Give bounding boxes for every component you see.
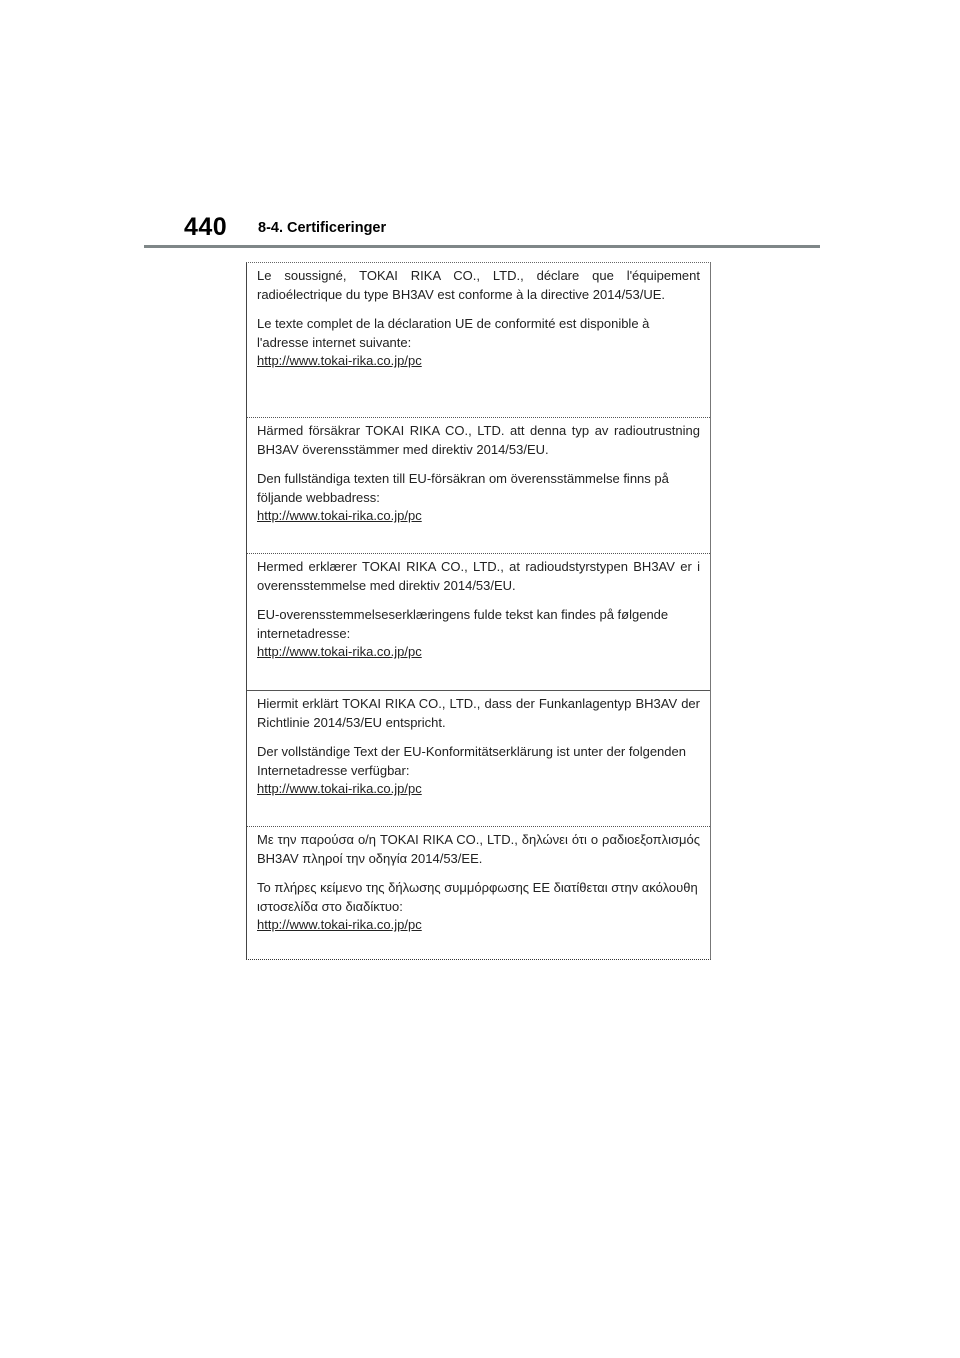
declaration-link[interactable]: http://www.tokai-rika.co.jp/pc: [257, 644, 422, 659]
declaration-link[interactable]: http://www.tokai-rika.co.jp/pc: [257, 508, 422, 523]
declaration-statement: Härmed försäkrar TOKAI RIKA CO., LTD. att denna typ av radioutrustning BH3AV överensstämmer med direktiv 2014/53/EU.: [257, 423, 700, 457]
declaration-statement: Hermed erklærer TOKAI RIKA CO., LTD., at radioudstyrstypen BH3AV er i overensstemmelse med direktiv 2014/53/EU.: [257, 559, 700, 593]
page-number: 440: [184, 213, 228, 241]
declaration-german: [247, 690, 710, 826]
declaration-availability: Der vollständige Text der EU-Konformitätserklärung ist unter der folgenden Internetadresse verfügbar: http://www.tokai-rika.co.jp/pc: [257, 744, 686, 796]
declaration-box: [246, 262, 711, 960]
declaration-availability: Το πλήρες κείμενο της δήλωσης συμμόρφωσης ΕΕ διατίθεται στην ακόλουθη ιστοσελίδα στο διαδίκτυο: http://www.tokai-rika.co.jp/pc: [257, 880, 698, 932]
section-title: 8-4. Certificeringer: [258, 220, 387, 236]
header-divider: [144, 245, 820, 248]
declaration-availability: EU-overensstemmelseserklæringens fulde tekst kan findes på følgende internetadresse: http://www.tokai-rika.co.jp/pc: [257, 607, 669, 659]
declaration-danish: [247, 553, 710, 690]
declaration-french: [247, 263, 710, 417]
declaration-swedish: [247, 417, 710, 553]
declaration-availability: Den fullständiga texten till EU-försäkran om överensstämmelse finns på följande webbadress: http://www.tokai-rika.co.jp/pc: [257, 471, 669, 523]
declaration-link[interactable]: http://www.tokai-rika.co.jp/pc: [257, 781, 422, 796]
declaration-availability: Le texte complet de la déclaration UE de conformité est disponible à l'adresse internet suivante: http://www.tokai-rika.co.jp/pc: [257, 316, 650, 368]
page-header: [184, 212, 820, 246]
declaration-statement: Με την παρούσα ο/η TOKAI RIKA CO., LTD., δηλώνει ότι ο ραδιοεξοπλισμός BH3AV πληροί την οδηγία 2014/53/ΕΕ.: [257, 832, 700, 866]
declaration-link[interactable]: http://www.tokai-rika.co.jp/pc: [257, 917, 422, 932]
declaration-greek: [247, 826, 710, 961]
declaration-statement: Hiermit erklärt TOKAI RIKA CO., LTD., dass der Funkanlagentyp BH3AV der Richtlinie 2014/53/EU entspricht.: [257, 696, 700, 730]
declaration-link[interactable]: http://www.tokai-rika.co.jp/pc: [257, 353, 422, 368]
declaration-statement: Le soussigné, TOKAI RIKA CO., LTD., déclare que l'équipement radioélectrique du type BH3AV est conforme à la directive 2014/53/UE.: [257, 268, 700, 302]
